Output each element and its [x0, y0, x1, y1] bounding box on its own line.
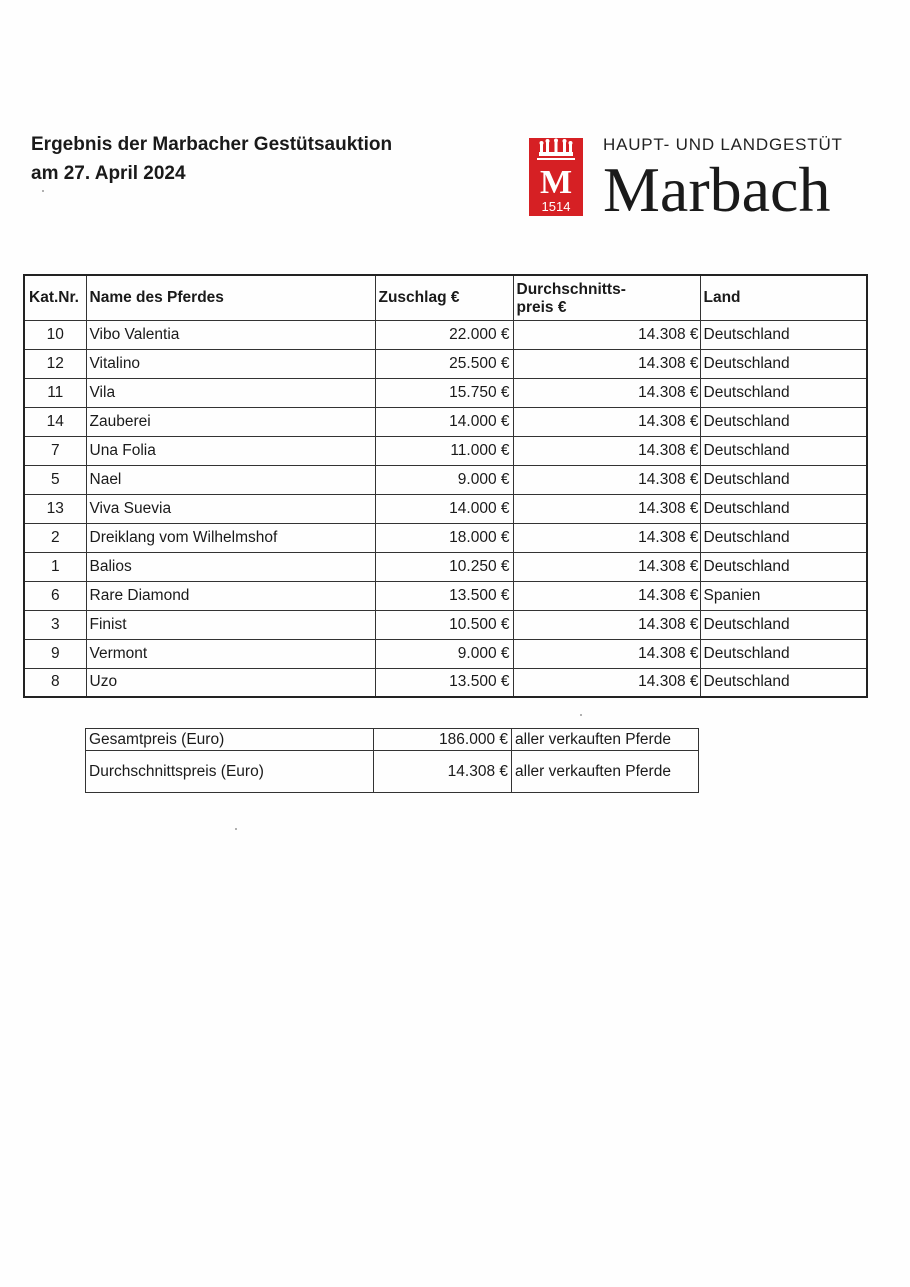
cell-zuschlag: 18.000 €	[375, 523, 513, 552]
table-row	[24, 436, 867, 465]
cell-land: Deutschland	[700, 668, 867, 697]
cell-name: Vermont	[86, 639, 375, 668]
cell-name: Nael	[86, 465, 375, 494]
table-row	[24, 494, 867, 523]
cell-land: Deutschland	[700, 639, 867, 668]
cell-kat: 13	[24, 494, 86, 523]
cell-durchschnittspreis: 14.308 €	[513, 581, 700, 610]
cell-land: Deutschland	[700, 552, 867, 581]
scan-speck	[42, 190, 44, 192]
cell-name: Viva Suevia	[86, 494, 375, 523]
table-row	[24, 668, 867, 697]
cell-kat: 11	[24, 378, 86, 407]
summary-label: Durchschnittspreis (Euro)	[86, 751, 374, 793]
header-kat: Kat.Nr.	[24, 275, 86, 320]
header-name: Name des Pferdes	[86, 275, 375, 320]
cell-name: Uzo	[86, 668, 375, 697]
table-row	[24, 552, 867, 581]
cell-name: Rare Diamond	[86, 581, 375, 610]
cell-land: Spanien	[700, 581, 867, 610]
cell-durchschnittspreis: 14.308 €	[513, 494, 700, 523]
logo-wordmark: Marbach	[603, 155, 831, 225]
cell-durchschnittspreis: 14.308 €	[513, 639, 700, 668]
cell-durchschnittspreis: 14.308 €	[513, 436, 700, 465]
scan-speck	[235, 828, 237, 830]
cell-land: Deutschland	[700, 436, 867, 465]
cell-kat: 3	[24, 610, 86, 639]
table-row	[24, 581, 867, 610]
scan-speck	[580, 714, 582, 716]
cell-name: Zauberei	[86, 407, 375, 436]
cell-durchschnittspreis: 14.308 €	[513, 407, 700, 436]
cell-name: Balios	[86, 552, 375, 581]
table-row	[24, 465, 867, 494]
cell-zuschlag: 22.000 €	[375, 320, 513, 349]
table-row	[24, 639, 867, 668]
header-land: Land	[700, 275, 867, 320]
cell-kat: 2	[24, 523, 86, 552]
cell-name: Una Folia	[86, 436, 375, 465]
table-row	[24, 407, 867, 436]
cell-kat: 10	[24, 320, 86, 349]
header-durch-line-2: preis €	[516, 298, 567, 316]
crown-icon	[529, 138, 583, 198]
cell-kat: 12	[24, 349, 86, 378]
cell-land: Deutschland	[700, 349, 867, 378]
cell-kat: 14	[24, 407, 86, 436]
cell-kat: 8	[24, 668, 86, 697]
cell-land: Deutschland	[700, 465, 867, 494]
cell-name: Finist	[86, 610, 375, 639]
table-header-row	[24, 275, 867, 320]
logo-subtitle: HAUPT- UND LANDGESTÜT	[603, 135, 843, 154]
summary-row	[86, 729, 699, 751]
cell-zuschlag: 9.000 €	[375, 465, 513, 494]
summary-table	[85, 728, 699, 793]
cell-durchschnittspreis: 14.308 €	[513, 378, 700, 407]
cell-kat: 1	[24, 552, 86, 581]
cell-durchschnittspreis: 14.308 €	[513, 349, 700, 378]
cell-durchschnittspreis: 14.308 €	[513, 523, 700, 552]
page-title	[31, 130, 392, 188]
summary-value: 14.308 €	[374, 751, 512, 793]
cell-zuschlag: 10.500 €	[375, 610, 513, 639]
cell-land: Deutschland	[700, 494, 867, 523]
marbach-emblem-logo	[529, 138, 583, 216]
cell-name: Vibo Valentia	[86, 320, 375, 349]
cell-kat: 9	[24, 639, 86, 668]
cell-name: Vila	[86, 378, 375, 407]
cell-zuschlag: 13.500 €	[375, 581, 513, 610]
cell-name: Vitalino	[86, 349, 375, 378]
cell-durchschnittspreis: 14.308 €	[513, 610, 700, 639]
cell-land: Deutschland	[700, 523, 867, 552]
table-row	[24, 610, 867, 639]
cell-zuschlag: 14.000 €	[375, 407, 513, 436]
cell-land: Deutschland	[700, 407, 867, 436]
cell-land: Deutschland	[700, 610, 867, 639]
cell-zuschlag: 25.500 €	[375, 349, 513, 378]
header-durch-line-1: Durchschnitts-	[516, 280, 626, 298]
title-line-1: Ergebnis der Marbacher Gestütsauktion	[31, 134, 393, 155]
summary-value: 186.000 €	[374, 729, 512, 751]
summary-label: Gesamtpreis (Euro)	[86, 729, 374, 751]
cell-name: Dreiklang vom Wilhelmshof	[86, 523, 375, 552]
header-zuschlag: Zuschlag €	[375, 275, 513, 320]
cell-land: Deutschland	[700, 378, 867, 407]
logo-year: 1514	[541, 199, 571, 214]
cell-kat: 5	[24, 465, 86, 494]
cell-durchschnittspreis: 14.308 €	[513, 552, 700, 581]
table-row	[24, 378, 867, 407]
summary-note: aller verkauften Pferde	[512, 729, 699, 751]
table-row	[24, 349, 867, 378]
cell-zuschlag: 9.000 €	[375, 639, 513, 668]
cell-zuschlag: 13.500 €	[375, 668, 513, 697]
header-durchschnittspreis	[513, 275, 700, 320]
summary-note: aller verkauften Pferde	[512, 751, 699, 793]
cell-durchschnittspreis: 14.308 €	[513, 668, 700, 697]
cell-zuschlag: 10.250 €	[375, 552, 513, 581]
cell-zuschlag: 15.750 €	[375, 378, 513, 407]
cell-land: Deutschland	[700, 320, 867, 349]
cell-kat: 7	[24, 436, 86, 465]
auction-results-table	[23, 274, 868, 698]
cell-durchschnittspreis: 14.308 €	[513, 465, 700, 494]
table-row	[24, 523, 867, 552]
summary-row	[86, 751, 699, 793]
cell-zuschlag: 11.000 €	[375, 436, 513, 465]
table-row	[24, 320, 867, 349]
cell-zuschlag: 14.000 €	[375, 494, 513, 523]
emblem-letter: M	[539, 164, 573, 198]
title-line-2: am 27. April 2024	[31, 163, 186, 184]
cell-kat: 6	[24, 581, 86, 610]
cell-durchschnittspreis: 14.308 €	[513, 320, 700, 349]
